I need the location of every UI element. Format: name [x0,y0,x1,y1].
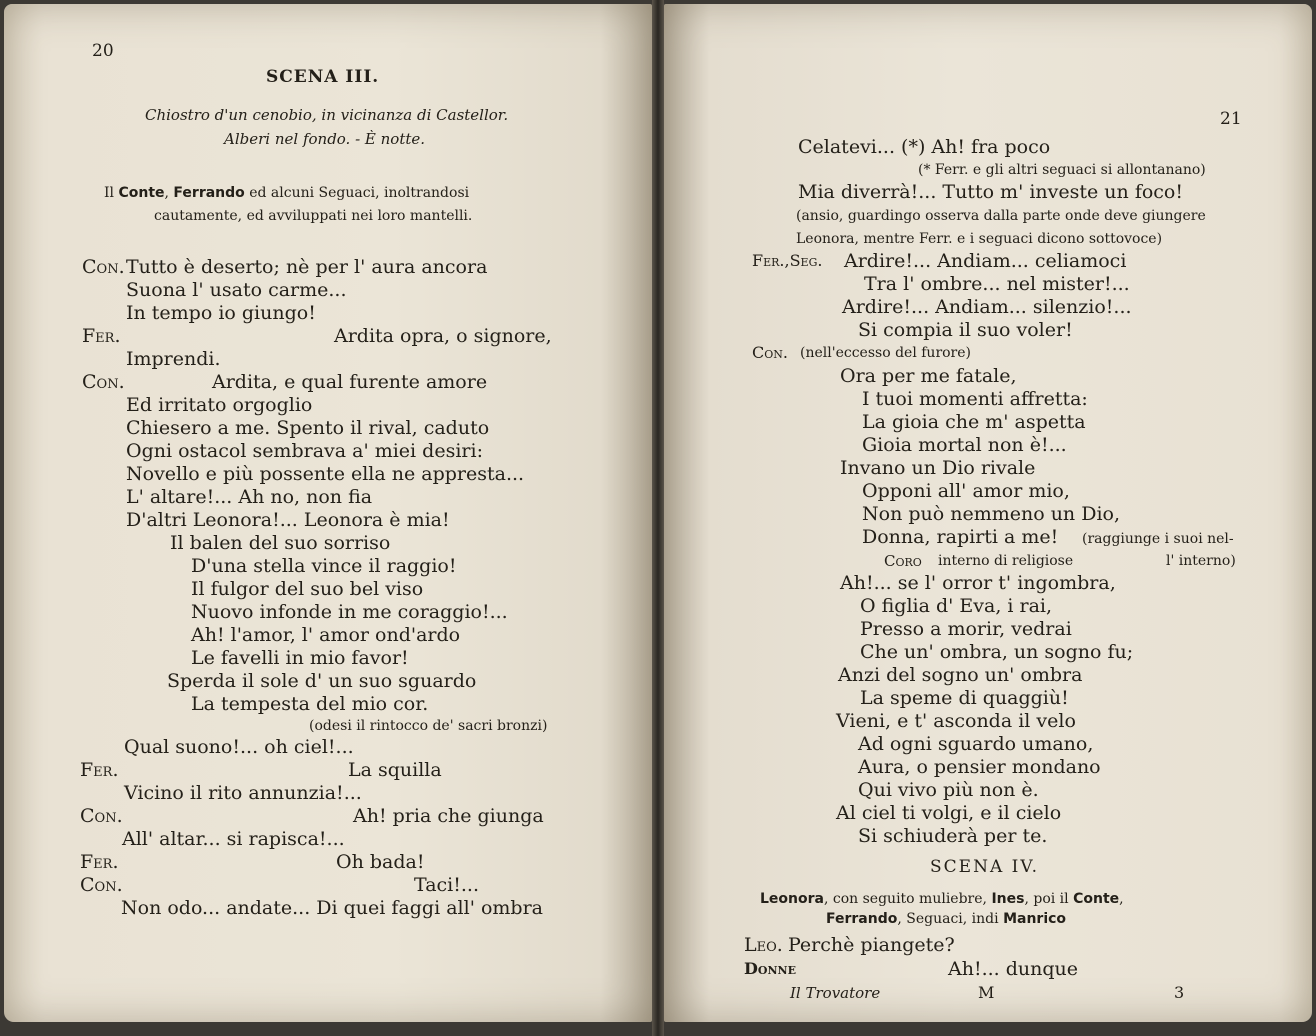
verse-line: Ah! l'amor, l' amor ond'ardo [191,624,461,646]
verse-line: Vicino il rito annunzia!... [124,782,362,804]
verse-line: Non può nemmeno un Dio, [862,503,1120,525]
verse-line: In tempo io giungo! [126,302,316,324]
verse-line: Il fulgor del suo bel viso [191,578,424,600]
verse-line: Tra l' ombre... nel mister!... [864,273,1130,295]
verse-line: Tutto è deserto; nè per l' aura ancora [126,256,488,278]
verse-line: La squilla [348,759,442,781]
verse-line: D'altri Leonora!... Leonora è mia! [126,509,450,531]
speaker-label: Con. [80,805,123,827]
stage-direction: l' interno) [1166,553,1236,569]
verse-line: Taci!... [414,874,479,896]
verse-line: La speme di quaggiù! [860,687,1069,709]
character-name: Manrico [1003,911,1067,927]
speaker-label: Fer. [80,851,119,873]
character-name: Ines [991,891,1025,907]
verse-line: Si compia il suo voler! [858,319,1073,341]
verse-line: Aura, o pensier mondano [858,756,1101,778]
stage-direction: (nell'eccesso del furore) [800,345,972,361]
verse-line: Ardire!... Andiam... silenzio!... [842,296,1132,318]
verse-line: Ah!... se l' orror t' ingombra, [840,572,1116,594]
running-footer-title: Il Trovatore [790,984,881,1002]
verse-line: O figlia d' Eva, i rai, [860,595,1053,617]
verse-line: Imprendi. [126,348,221,370]
verse-line: Ad ogni sguardo umano, [858,733,1094,755]
verse-line: Il balen del suo sorriso [170,532,391,554]
speaker-label: Con. [80,874,123,896]
stage-direction: (odesi il rintocco de' sacri bronzi) [309,718,548,734]
verse-line: Ora per me fatale, [840,365,1017,387]
speaker-label: Coro [884,552,922,570]
speaker-label: Fer. [82,325,121,347]
setting-line: Alberi nel fondo. - È notte. [224,130,426,148]
verse-line: L' altare!... Ah no, non fia [126,486,373,508]
signature-mark: M [978,983,995,1002]
verse-line: Ah! pria che giunga [353,805,544,827]
verse-line: Suona l' usato carme... [126,279,347,301]
stage-direction: Leonora, con seguito muliebre, Ines, poi il Conte, [760,891,1124,907]
scene-title: SCENA IV. [930,857,1040,877]
verse-line: I tuoi momenti affretta: [862,388,1088,410]
verse-line: Donna, rapirti a me! [862,526,1059,548]
character-name: Leonora [760,891,824,907]
character-name: Conte [118,185,165,201]
verse-line: Le favelli in mio favor! [191,647,409,669]
stage-direction: cautamente, ed avviluppati nei loro mantelli. [154,208,473,224]
stage-direction: Leonora, mentre Ferr. e i seguaci dicono sottovoce) [796,231,1163,247]
stage-direction: (ansio, guardingo osserva dalla parte onde deve giungere [796,208,1206,224]
speaker-label: Con. [752,343,788,362]
verse-line: Ah!... dunque [948,958,1079,980]
verse-line: Presso a morir, vedrai [860,618,1072,640]
speaker-label: Fer. [80,759,119,781]
stage-direction: (* Ferr. e gli altri seguaci si allontanano) [918,162,1206,178]
character-name: Ferrando [173,185,245,201]
verse-line: Nuovo infonde in me coraggio!... [191,601,508,623]
verse-line: Ardire!... Andiam... celiamoci [844,250,1127,272]
verse-line: Celatevi... (*) Ah! fra poco [798,136,1051,158]
verse-line: Qual suono!... oh ciel!... [124,736,354,758]
verse-line: Ardita, e qual furente amore [212,371,488,393]
verse-line: Perchè piangete? [788,934,955,956]
setting-line: Chiostro d'un cenobio, in vicinanza di Castellor. [145,106,509,124]
verse-line: Vieni, e t' asconda il velo [836,710,1076,732]
speaker-label: Leo. [744,934,783,956]
character-name: Conte [1073,891,1120,907]
verse-line: Chiesero a me. Spento il rival, caduto [126,417,490,439]
stage-direction: Il Conte, Ferrando ed alcuni Seguaci, inoltrandosi [104,185,470,201]
speaker-label: Con. [82,256,125,278]
verse-line: Sperda il sole d' un suo sguardo [167,670,477,692]
stage-direction: interno di religiose [938,553,1074,569]
verse-line: Mia diverrà!... Tutto m' investe un foco! [798,181,1184,203]
right-page [664,4,1312,1022]
verse-line: Ardita opra, o signore, [334,325,552,347]
speaker-label: Con. [82,371,125,393]
verse-line: Ed irritato orgoglio [126,394,313,416]
book-gutter [652,0,664,1036]
verse-line: Che un' ombra, un sogno fu; [860,641,1134,663]
verse-line: Al ciel ti volgi, e il cielo [836,802,1062,824]
left-page [4,4,652,1022]
verse-line: Non odo... andate... Di quei faggi all' ombra [121,897,543,919]
page-number: 21 [1220,109,1242,129]
page-number: 20 [92,41,114,61]
verse-line: Gioia mortal non è!... [862,434,1067,456]
verse-line: Ogni ostacol sembrava a' miei desiri: [126,440,483,462]
verse-line: Qui vivo più non è. [858,779,1039,801]
verse-line: La gioia che m' aspetta [862,411,1086,433]
verse-line: La tempesta del mio cor. [191,693,429,715]
verse-line: Novello e più possente ella ne appresta... [126,463,525,485]
verse-line: Oh bada! [336,851,425,873]
speaker-label: Donne [744,959,796,978]
scene-title: SCENA III. [266,67,380,87]
verse-line: Si schiuderà per te. [858,825,1048,847]
stage-direction: (raggiunge i suoi nel- [1082,531,1234,547]
verse-line: Opponi all' amor mio, [862,480,1070,502]
verse-line: Invano un Dio rivale [840,457,1036,479]
speaker-label: Fer.,Seg. [752,251,823,270]
signature-number: 3 [1174,983,1185,1002]
stage-direction: Ferrando, Seguaci, indi Manrico [826,911,1067,927]
verse-line: Anzi del sogno un' ombra [838,664,1083,686]
verse-line: D'una stella vince il raggio! [191,555,457,577]
verse-line: All' altar... si rapisca!... [122,828,345,850]
character-name: Ferrando [826,911,898,927]
